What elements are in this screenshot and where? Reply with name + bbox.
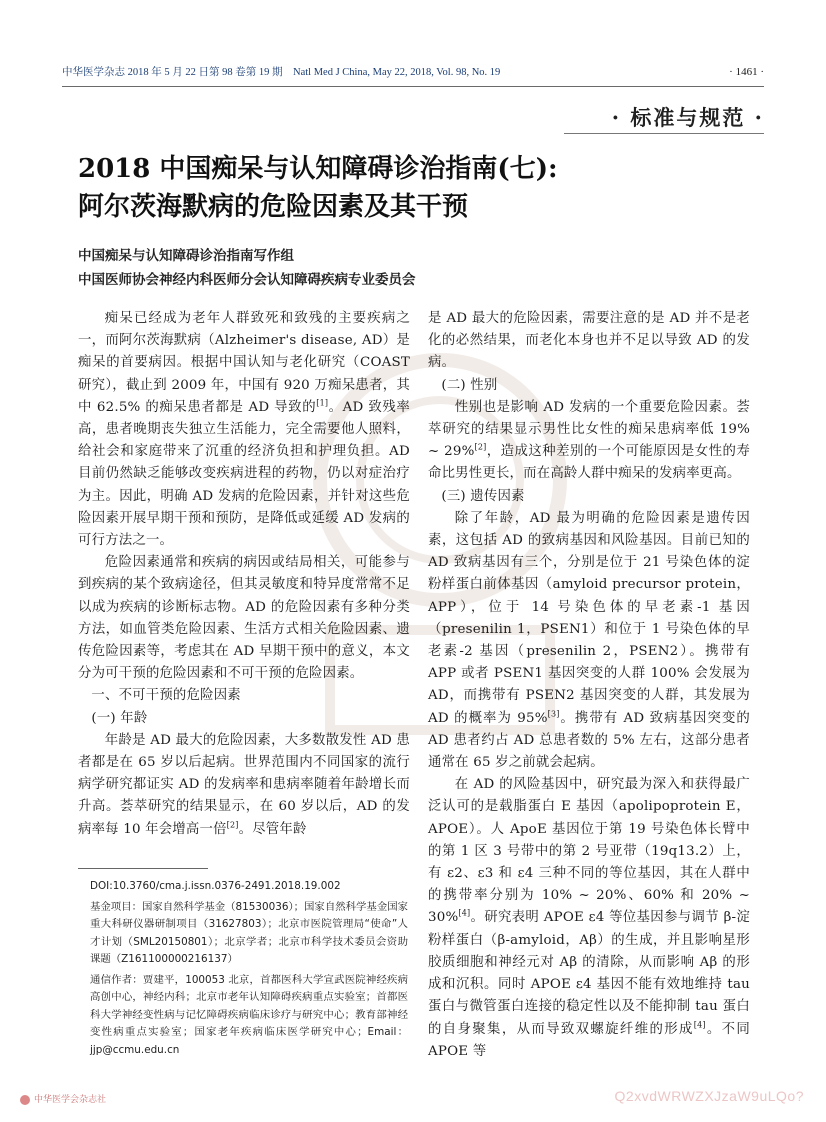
watermark-code: Q2xvdWRWZXJzaW9uLQo? <box>614 1088 804 1104</box>
section-label: · 标准与规范 · <box>611 105 764 130</box>
paragraph: 危险因素通常和疾病的病因或结局相关，可能参与到疾病的某个致病途径，但其灵敏度和特异度常常不足以成为疾病的诊断标志物。AD 的危险因素有多种分类方法，如血管类危险因素、生活方式相关危险因素、遗传危险因素等，考虑其在 AD 早期干预中的意义，本文分为可干预的危险因素和不可干预的危险因素。 <box>78 555 410 682</box>
header-rule <box>62 86 764 87</box>
section-heading: 一、不可干预的危险因素 <box>91 688 241 704</box>
doi[interactable]: DOI:10.3760/cma.j.issn.0376-2491.2018.19.002 <box>90 880 341 892</box>
citation[interactable]: [1] <box>316 398 329 408</box>
subsection-heading: (三) 遗传因素 <box>441 488 525 504</box>
title-line-2: 阿尔茨海默病的危险因素及其干预 <box>78 192 469 222</box>
page-number: · 1461 · <box>729 66 764 78</box>
citation[interactable]: [4] <box>693 1020 706 1030</box>
right-column <box>428 308 750 1063</box>
title-line-1: 2018 中国痴呆与认知障碍诊治指南(七): <box>78 154 558 184</box>
publisher-logo: 中华医学会杂志社 <box>20 1092 106 1105</box>
running-head: 中华医学杂志 2018 年 5 月 22 日第 98 卷第 19 期 Natl Med J China, May 22, 2018, Vol. 98, No. 19 <box>62 67 501 78</box>
corresponding-author: 通信作者：贾建平，100053 北京，首都医科大学宣武医院神经疾病高创中心，神经内科；北京市老年认知障碍疾病重点实验室；首都医科大学神经变性病与记忆障碍疾病临床诊疗与研究中心；教育部神经变性病重点实验室；国家老年疾病临床医学研究中心；Email：jjp@ccmu.edu.cn <box>90 973 408 1056</box>
subsection-heading: (二) 性别 <box>441 377 498 393</box>
author-group-1: 中国痴呆与认知障碍诊治指南写作组 <box>78 248 294 264</box>
author-group-2: 中国医师协会神经内科医师分会认知障碍疾病专业委员会 <box>78 272 416 288</box>
citation[interactable]: [2] <box>474 442 487 452</box>
article-title <box>78 150 738 226</box>
citation[interactable]: [4] <box>458 909 471 919</box>
paragraph: 年龄是 AD 最大的危险因素，大多数散发性 AD 患者都是在 65 岁以后起病。世界范围内不同国家的流行病学研究都证实 AD 的发病率和患病率随着年龄增长而升高。荟萃研究的结果显示，在 60 岁以后，AD 的发病率每 10 年会增高一倍[2]。尽管年龄 <box>78 732 410 837</box>
paragraph: 是 AD 最大的危险因素，需要注意的是 AD 并不是老化的必然结果，而老化本身也并不足以导致 AD 的发病。 <box>428 311 750 371</box>
left-column <box>78 308 410 841</box>
paragraph: 痴呆已经成为老年人群致死和致残的主要疾病之一，而阿尔茨海默病（Alzheimer's disease, AD）是痴呆的首要病因。根据中国认知与老化研究（COAST 研究），截止到 2009 年，中国有 920 万痴呆患者，其中 62.5% 的痴呆患者都是 AD 导致的[1]。AD 致残率高，患者晚期丧失独立生活能力，完全需要他人照料，给社会和家庭带来了沉重的经济负担和护理负担。AD 目前仍然缺乏能够改变疾病进程的药物，仍以对症治疗为主。因此，明确 AD 发病的危险因素，并针对这些危险因素开展早期干预和预防，是降低或延缓 AD 发病的可行方法之一。 <box>78 311 411 549</box>
section-rule <box>564 133 764 134</box>
footnote-rule <box>78 868 208 869</box>
paragraph: 性别也是影响 AD 发病的一个重要危险因素。荟萃研究的结果显示男性比女性的痴呆患病率低 19% ~ 29%[2]，造成这种差别的一个可能原因是女性的寿命比男性更长，而在高龄人群中痴呆的发病率更高。 <box>428 399 750 482</box>
citation[interactable]: [2] <box>226 820 239 830</box>
paragraph: 除了年龄，AD 最为明确的危险因素是遗传因素，这包括 AD 的致病基因和风险基因。目前已知的 AD 致病基因有三个，分别是位于 21 号染色体的淀粉样蛋白前体基因（amyloid precursor protein，APP），位于 14 号染色体的早老素-1 基因（presenilin 1，PSEN1）和位于 1 号染色体的早老素-2 基因（presenilin 2，PSEN2）。携带有 APP 或者 PSEN1 基因突变的人群 100% 会发展为 AD，而携带有 PSEN2 基因突变的人群，其发展为 AD 的概率为 95%[3]。携带有 AD 致病基因突变的 AD 患者约占 AD 总患者数的 5% 左右，这部分患者通常在 65 岁之前就会起病。 <box>428 510 750 771</box>
paragraph: 在 AD 的风险基因中，研究最为深入和获得最广泛认可的是载脂蛋白 E 基因（apolipoprotein E，APOE）。人 ApoE 基因位于第 19 号染色体长臂中的第 1 区 3 号带中的第 2 号亚带（19q13.2）上，有 ε2、ε3 和 ε4 三种不同的等位基因，其在人群中的携带率分别为 10% ~ 20%、60% 和 20% ~ 30%[4]。研究表明 APOE ε4 等位基因参与调节 β-淀粉样蛋白（β-amyloid，Aβ）的生成，并且影响星形胶质细胞和神经元对 Aβ 的清除，从而影响 Aβ 的形成和沉积。同时 APOE ε4 基因不能有效地维持 tau 蛋白与微管蛋白连接的稳定性以及不能抑制 tau 蛋白的自身聚集，从而导致双螺旋纤维的形成[4]。不同 APOE 等 <box>428 777 750 1059</box>
subsection-heading: (一) 年龄 <box>91 710 148 726</box>
citation[interactable]: [3] <box>547 709 560 719</box>
logo-icon <box>20 1095 30 1105</box>
funding-note: 基金项目：国家自然科学基金（81530036）；国家自然科学基金国家重大科研仪器研制项目（31627803）；北京市医院管理局“使命”人才计划（SML20150801）；北京学者；北京市科学技术委员会资助课题（Z161100000216137） <box>90 900 408 965</box>
footnote <box>90 878 408 1062</box>
author-groups <box>78 244 738 292</box>
